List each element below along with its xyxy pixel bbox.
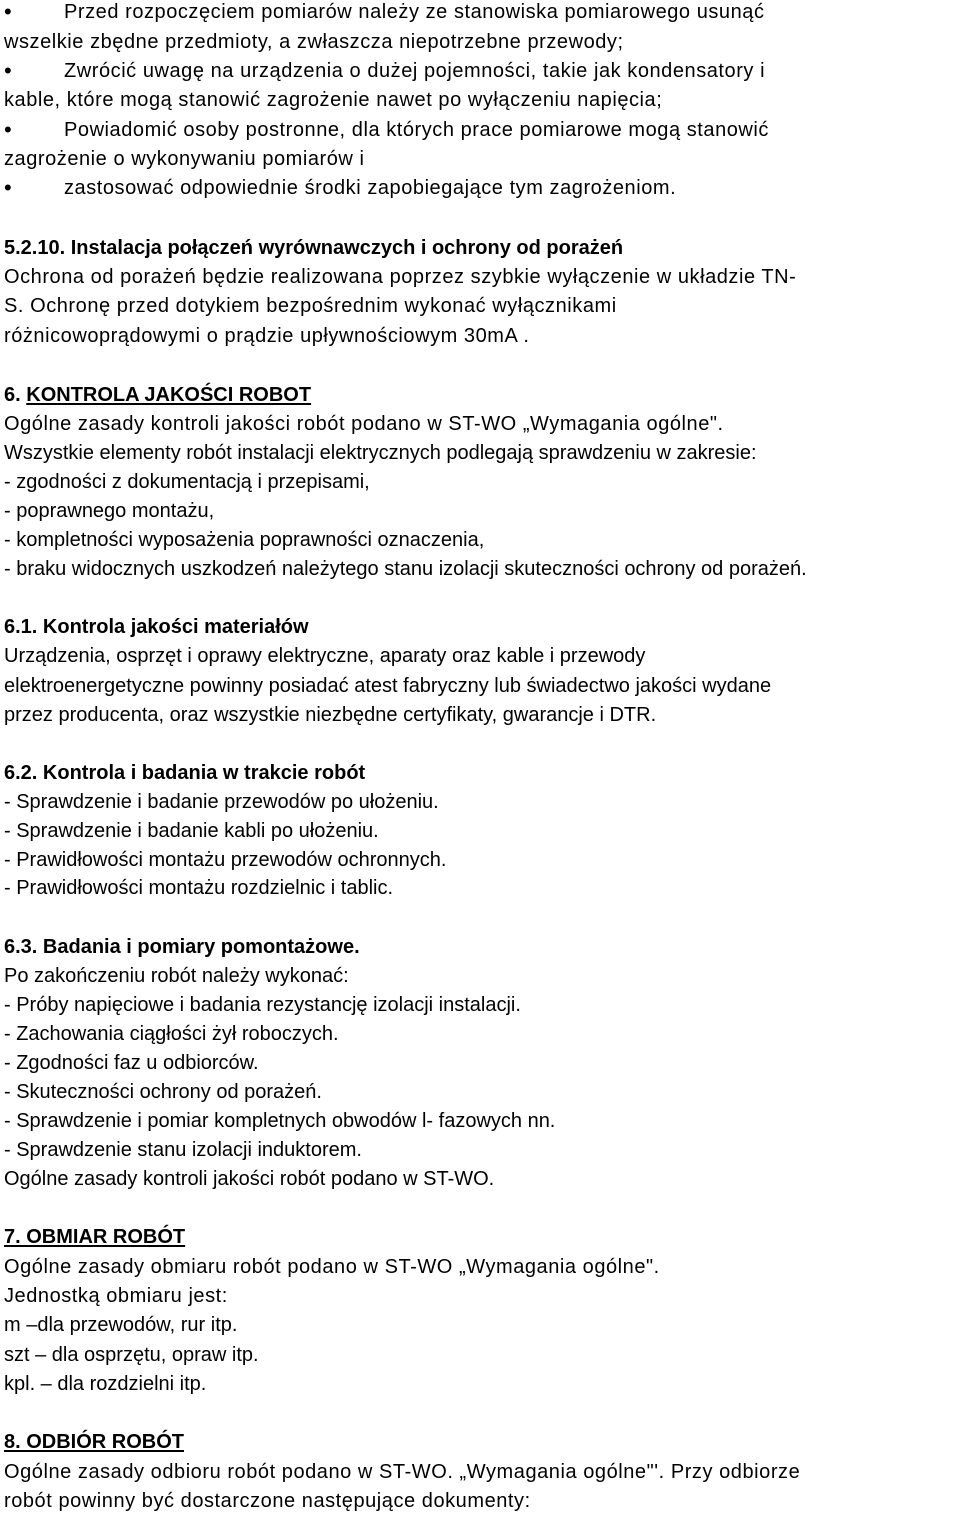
- section-6-line: Wszystkie elementy robót instalacji elektrycznych podlegają sprawdzeniu w zakresie:: [4, 442, 757, 464]
- section-6-3-heading: 6.3. Badania i pomiary pomontażowe.: [4, 936, 360, 958]
- section-7-line: Jednostką obmiaru jest:: [4, 1285, 228, 1307]
- bullet-1-line-2: wszelkie zbędne przedmioty, a zwłaszcza niepotrzebne przewody;: [4, 31, 624, 53]
- section-8-line: robót powinny być dostarczone następujące dokumenty:: [4, 1490, 531, 1512]
- section-6-3-line: - Sprawdzenie i pomiar kompletnych obwodów l- fazowych nn.: [4, 1110, 556, 1132]
- section-6-line: Ogólne zasady kontroli jakości robót podano w ST-WO „Wymagania ogólne".: [4, 413, 724, 435]
- section-8-heading: 8. ODBIÓR ROBÓT: [4, 1431, 185, 1453]
- section-8-line: Ogólne zasady odbioru robót podano w ST-WO. „Wymagania ogólne"'. Przy odbiorze: [4, 1461, 801, 1483]
- section-6-line: - kompletności wyposażenia poprawności oznaczenia,: [4, 529, 485, 551]
- bullet-icon: •: [4, 175, 12, 200]
- section-6-number: 6.: [4, 384, 27, 406]
- bullet-1-line-1: Przed rozpoczęciem pomiarów należy ze stanowiska pomiarowego usunąć: [64, 1, 765, 23]
- bullet-2-line-2: kable, które mogą stanowić zagrożenie nawet po wyłączeniu napięcia;: [4, 89, 663, 111]
- section-5-2-10-line: S. Ochronę przed dotykiem bezpośrednim wykonać wyłącznikami: [4, 295, 617, 317]
- section-6-line: - poprawnego montażu,: [4, 500, 215, 522]
- bullet-icon: •: [4, 0, 12, 24]
- bullet-icon: •: [4, 58, 12, 83]
- section-6-3-line: - Sprawdzenie stanu izolacji induktorem.: [4, 1139, 362, 1161]
- section-6-2-heading: 6.2. Kontrola i badania w trakcie robót: [4, 762, 366, 784]
- section-6-heading: [4, 383, 311, 407]
- section-6-3-line: - Zachowania ciągłości żył roboczych.: [4, 1023, 339, 1045]
- section-5-2-10-line: Ochrona od porażeń będzie realizowana poprzez szybkie wyłączenie w układzie TN-: [4, 266, 797, 288]
- section-6-3-line: - Próby napięciowe i badania rezystancję izolacji instalacji.: [4, 994, 521, 1016]
- section-6-2-line: - Prawidłowości montażu rozdzielnic i tablic.: [4, 877, 394, 899]
- section-6-1-heading: 6.1. Kontrola jakości materiałów: [4, 616, 309, 638]
- section-5-2-10-heading: 5.2.10. Instalacja połączeń wyrównawczych i ochrony od porażeń: [4, 237, 624, 259]
- section-7-line: Ogólne zasady obmiaru robót podano w ST-WO „Wymagania ogólne".: [4, 1256, 660, 1278]
- section-6-3-line: Ogólne zasady kontroli jakości robót podano w ST-WO.: [4, 1168, 495, 1190]
- section-6-3-line: - Zgodności faz u odbiorców.: [4, 1052, 259, 1074]
- section-6-3-line: - Skuteczności ochrony od porażeń.: [4, 1081, 322, 1103]
- bullet-3-line-2: zagrożenie o wykonywaniu pomiarów i: [4, 148, 365, 170]
- section-7-heading: 7. OBMIAR ROBÓT: [4, 1226, 186, 1248]
- section-6-line: - zgodności z dokumentacją i przepisami,: [4, 471, 370, 493]
- section-6-2-line: - Sprawdzenie i badanie przewodów po ułożeniu.: [4, 791, 439, 813]
- section-6-1-line: elektroenergetyczne powinny posiadać atest fabryczny lub świadectwo jakości wydane: [4, 675, 772, 697]
- section-6-1-line: Urządzenia, osprzęt i oprawy elektryczne, aparaty oraz kable i przewody: [4, 645, 646, 667]
- section-7-line: kpl. – dla rozdzielni itp.: [4, 1373, 207, 1395]
- bullet-4-line-1: zastosować odpowiednie środki zapobiegające tym zagrożeniom.: [64, 177, 677, 199]
- section-6-2-line: - Sprawdzenie i badanie kabli po ułożeniu.: [4, 820, 379, 842]
- section-7-line: szt – dla osprzętu, opraw itp.: [4, 1344, 259, 1366]
- section-5-2-10-line: różnicowoprądowymi o prądzie upływnościowym 30mA .: [4, 325, 530, 347]
- bullet-icon: •: [4, 117, 12, 142]
- section-6-2-line: - Prawidłowości montażu przewodów ochronnych.: [4, 849, 447, 871]
- bullet-3-line-1: Powiadomić osoby postronne, dla których prace pomiarowe mogą stanowić: [64, 119, 769, 141]
- section-7-line: m –dla przewodów, rur itp.: [4, 1314, 238, 1336]
- section-6-title: KONTROLA JAKOŚCI ROBOT: [26, 384, 312, 406]
- section-6-3-line: Po zakończeniu robót należy wykonać:: [4, 965, 349, 987]
- section-6-1-line: przez producenta, oraz wszystkie niezbędne certyfikaty, gwarancje i DTR.: [4, 704, 657, 726]
- bullet-2-line-1: Zwrócić uwagę na urządzenia o dużej pojemności, takie jak kondensatory i: [64, 60, 766, 82]
- section-6-line: - braku widocznych uszkodzeń należytego stanu izolacji skuteczności ochrony od porażeń.: [4, 558, 807, 580]
